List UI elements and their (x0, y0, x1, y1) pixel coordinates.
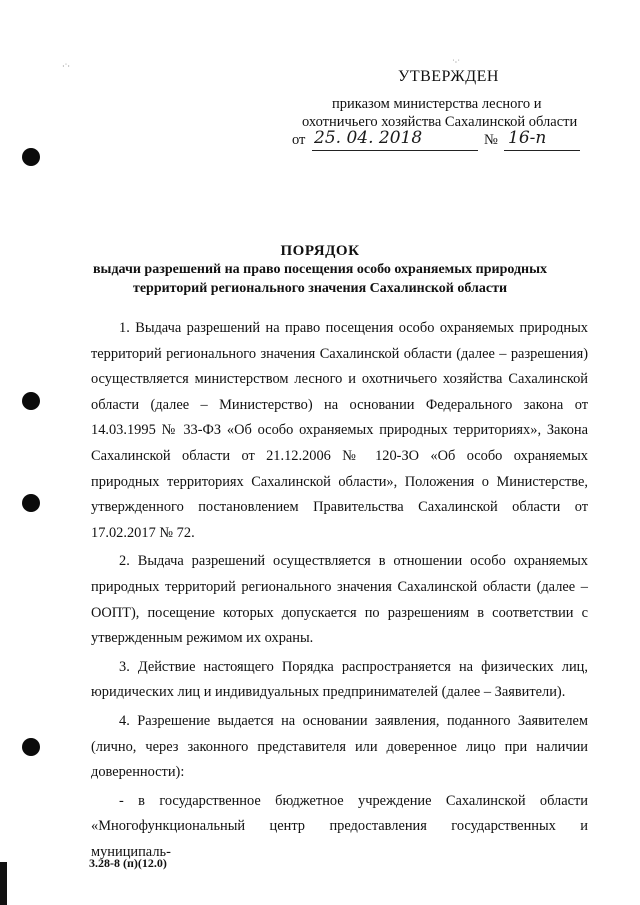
document-title: ПОРЯДОК (280, 243, 360, 259)
approval-date-label: от (292, 132, 306, 148)
paragraph-4: 4. Разрешение выдается на основании заявления, поданного Заявителем (лично, через законного представителя или доверенное лицо при наличии доверенности): (91, 712, 588, 781)
scan-speck: ·˙· (62, 62, 70, 71)
paragraph-2: 2. Выдача разрешений осуществляется в отношении особо охраняемых природных территорий регионального значения Сахалинской области (далее – ООПТ), посещение которых допускается по разрешениям в соответствии с утвержденным режимом их охраны. (91, 553, 588, 647)
punch-hole (22, 148, 40, 166)
footer-form-code: 3.28-8 (п)(12.0) (89, 856, 167, 870)
approval-number-handwritten: 16-п (508, 128, 547, 148)
paragraph-5: - в государственное бюджетное учреждение Сахалинской области «Многофункциональный центр предоставления государственных и муниципаль- (91, 792, 588, 860)
approval-number-label: № (484, 132, 498, 148)
number-underline (504, 150, 580, 151)
document-subtitle-line-2: территорий регионального значения Сахалинской области (132, 281, 508, 296)
punch-hole (22, 738, 40, 756)
scan-edge-mark (0, 862, 7, 905)
punch-hole (22, 392, 40, 410)
document-subtitle-line-1: выдачи разрешений на право посещения особо охраняемых природных (92, 262, 548, 277)
approval-line-2: охотничьего хозяйства Сахалинской области (302, 114, 578, 130)
scan-speck: ˙·˙ (452, 58, 460, 67)
paragraph-1: 1. Выдача разрешений на право посещения особо охраняемых природных территорий регионального значения Сахалинской области (далее – разрешения) осуществляется министерством лесного и охотничьего хозяйства Сахалинской области (далее – Министерство) на основании Федерального закона от 14.03.1995 № 33-ФЗ «Об особо охраняемых природных территориях», Закона Сахалинской области от 21.12.2006 № 120-ЗО «Об особо охраняемых природных территориях Сахалинской области», Положения о Министерстве, утвержденного постановлением Правительства Сахалинской области от 17.02.2017 № 72. (91, 320, 588, 541)
approval-line-1: приказом министерства лесного и (332, 96, 542, 112)
approval-title: УТВЕРЖДЕН (398, 68, 499, 85)
punch-hole (22, 494, 40, 512)
paragraph-3: 3. Действие настоящего Порядка распространяется на физических лиц, юридических лиц и индивидуальных предпринимателей (далее – Заявители). (91, 658, 588, 701)
document-body (91, 316, 588, 860)
date-underline (312, 150, 478, 151)
approval-date-handwritten: 25. 04. 2018 (314, 128, 423, 148)
